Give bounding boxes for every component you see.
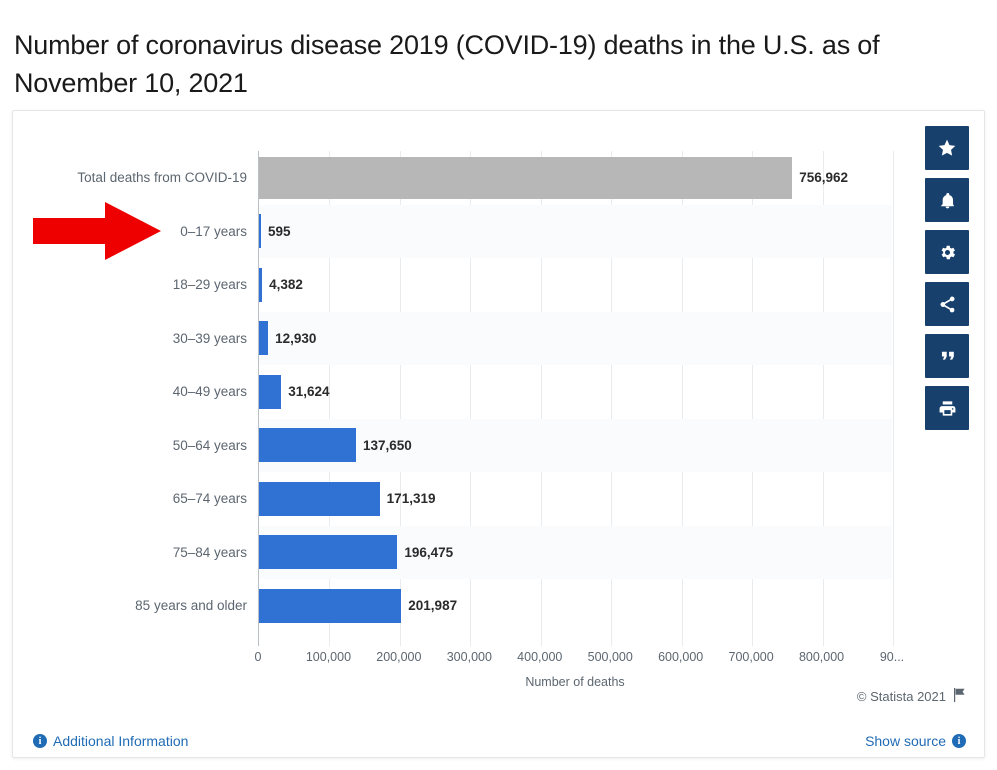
bar-row xyxy=(172,365,892,419)
gridline xyxy=(893,151,894,646)
bar-value-label: 201,987 xyxy=(408,598,458,614)
bar-category-label: 65–74 years xyxy=(172,491,247,507)
x-tick-label: 100,000 xyxy=(305,650,352,664)
bar[interactable] xyxy=(259,482,380,516)
bar[interactable] xyxy=(259,589,401,623)
x-tick-label: 600,000 xyxy=(658,650,704,664)
star-icon[interactable] xyxy=(925,126,969,170)
bar-value-label: 196,475 xyxy=(404,544,454,560)
bar-category-label: 50–64 years xyxy=(172,437,247,453)
x-tick-label: 400,000 xyxy=(517,650,563,664)
bar-value-label: 4,382 xyxy=(269,277,303,293)
x-tick-label: 0 xyxy=(254,650,262,664)
additional-information-link[interactable] xyxy=(33,733,188,749)
chart-toolbar[interactable] xyxy=(925,126,969,438)
x-tick-label: 300,000 xyxy=(446,650,492,664)
bar-category-label: 0–17 years xyxy=(180,223,247,239)
x-tick-label: 800,000 xyxy=(798,650,845,664)
copyright-text: © Statista 2021 xyxy=(856,689,946,704)
page-title: Number of coronavirus disease 2019 (COVID-19) deaths in the U.S. as of November 10, 2021 xyxy=(14,30,880,99)
bar-row xyxy=(135,579,892,633)
quote-icon[interactable] xyxy=(925,334,969,378)
share-icon[interactable] xyxy=(925,282,969,326)
bar-value-label: 171,319 xyxy=(386,491,436,507)
x-axis-title: Number of deaths xyxy=(525,675,625,689)
bar[interactable] xyxy=(259,428,356,462)
bar-row xyxy=(172,526,892,580)
gear-icon[interactable] xyxy=(925,230,969,274)
bar-category-label: 30–39 years xyxy=(172,330,247,346)
x-tick-label: 500,000 xyxy=(587,650,633,664)
red-arrow-icon xyxy=(33,200,163,262)
bar-value-label: 756,962 xyxy=(799,170,849,186)
bar-value-label: 595 xyxy=(268,223,291,239)
x-axis xyxy=(254,646,918,670)
bar-row xyxy=(172,258,892,312)
show-source-link[interactable] xyxy=(865,733,966,749)
info-icon-source: i xyxy=(952,734,966,748)
printer-icon[interactable] xyxy=(925,386,969,430)
bar-value-label: 137,650 xyxy=(362,437,412,453)
x-tick-label: 200,000 xyxy=(376,650,422,664)
bar[interactable] xyxy=(259,375,281,409)
bar[interactable] xyxy=(259,321,268,355)
x-tick-label: 700,000 xyxy=(728,650,774,664)
additional-information-label: Additional Information xyxy=(53,733,189,749)
x-tick-label: 90... xyxy=(879,650,905,664)
bar-value-label: 31,624 xyxy=(288,384,330,400)
bar-row xyxy=(172,472,892,526)
bar-category-label: 85 years and older xyxy=(135,598,247,614)
bar-value-label: 12,930 xyxy=(275,330,317,346)
bar[interactable] xyxy=(259,268,262,302)
bar[interactable] xyxy=(259,535,397,569)
bar-category-label: 18–29 years xyxy=(172,277,247,293)
bar-row xyxy=(77,151,892,205)
bar[interactable] xyxy=(259,214,261,248)
bell-icon[interactable] xyxy=(925,178,969,222)
bar-row xyxy=(172,419,892,473)
show-source-label: Show source xyxy=(865,733,946,749)
plot-region xyxy=(77,151,892,646)
bar-category-label: 40–49 years xyxy=(172,384,247,400)
bar[interactable] xyxy=(259,157,792,199)
bar-category-label: Total deaths from COVID-19 xyxy=(77,170,247,186)
bar-row xyxy=(180,205,892,259)
flag-icon[interactable] xyxy=(953,688,966,705)
bar-row xyxy=(172,312,892,366)
bar-category-label: 75–84 years xyxy=(172,544,247,560)
copyright xyxy=(857,688,966,705)
bar-rows xyxy=(77,151,892,646)
info-icon: i xyxy=(33,734,47,748)
